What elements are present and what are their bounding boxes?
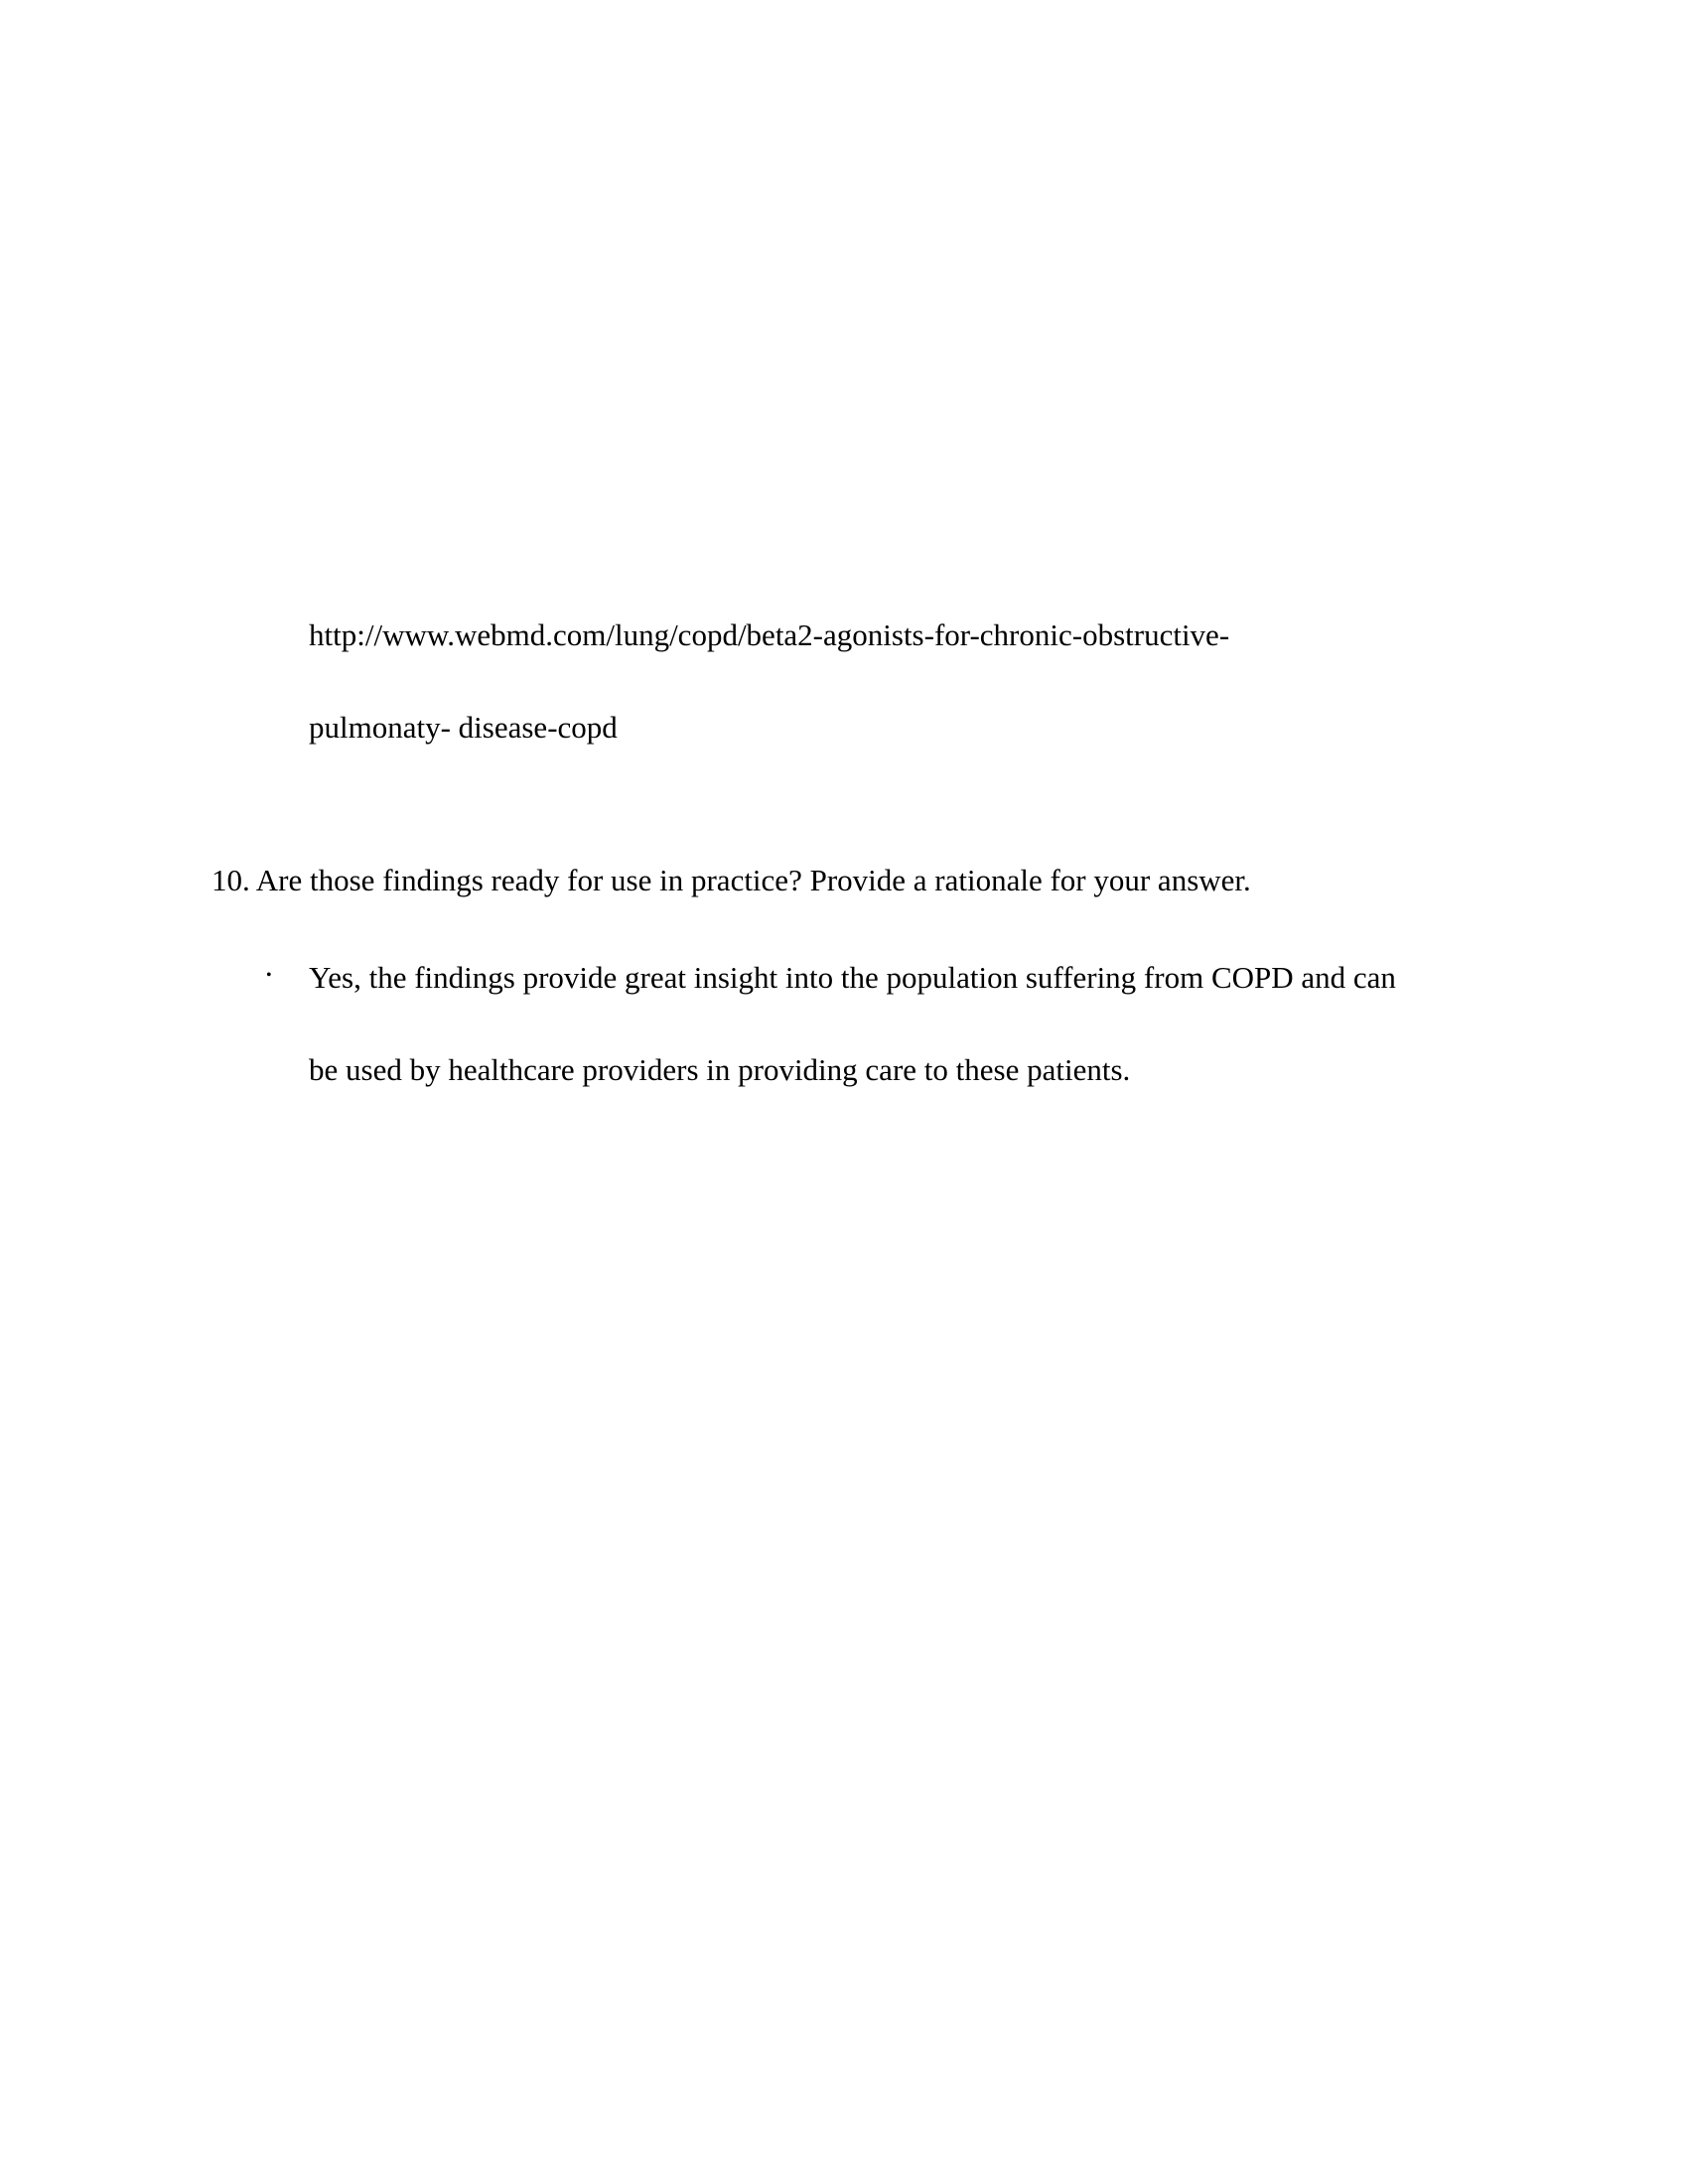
reference-url-line-2: pulmonaty- disease-copd [309, 710, 618, 745]
reference-url-line-1: http://www.webmd.com/lung/copd/beta2-agonists-for-chronic-obstructive- [309, 617, 1230, 652]
question-10: 10. Are those findings ready for use in practice? Provide a rationale for your answer. [211, 863, 1251, 897]
answer-line-2: be used by healthcare providers in providing care to these patients. [309, 1052, 1131, 1087]
bullet-icon: • [266, 967, 272, 984]
answer-line-1: Yes, the findings provide great insight into the population suffering from COPD and can [309, 960, 1396, 995]
